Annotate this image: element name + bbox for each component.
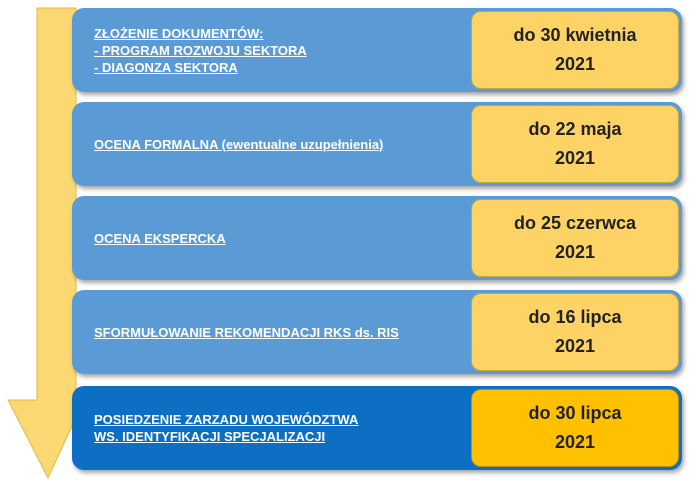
step-1-deadline-date: do 30 kwietnia <box>513 25 637 45</box>
step-1 <box>72 8 682 92</box>
step-5 <box>72 386 682 470</box>
step-5-text <box>94 386 466 470</box>
step-2 <box>72 102 682 186</box>
step-4-deadline-year: 2021 <box>554 336 596 356</box>
step-1-text <box>94 8 466 92</box>
step-4 <box>72 290 682 374</box>
step-3 <box>72 196 682 280</box>
step-2-text <box>94 102 466 186</box>
step-1-deadline-year: 2021 <box>554 54 596 74</box>
step-1-deadline <box>471 11 679 89</box>
step-5-item-1: WS. IDENTYFIKACJI SPECJALIZACJI <box>94 429 326 444</box>
step-5-deadline <box>471 389 679 467</box>
step-4-title: SFORMUŁOWANIE REKOMENDACJI RKS ds. RIS <box>94 324 399 340</box>
step-2-title: OCENA FORMALNA (ewentualne uzupełnienia) <box>94 136 384 152</box>
step-5-deadline-date: do 30 lipca <box>528 403 622 423</box>
step-3-deadline-year: 2021 <box>554 242 596 262</box>
step-4-deadline-date: do 16 lipca <box>528 307 622 327</box>
step-1-item-1: - PROGRAM ROZWOJU SEKTORA <box>94 42 307 58</box>
step-1-title: ZŁOŻENIE DOKUMENTÓW: <box>94 25 264 41</box>
step-3-deadline-date: do 25 czerwca <box>513 213 637 233</box>
step-5-deadline-year: 2021 <box>554 432 596 452</box>
step-3-text <box>94 196 466 280</box>
step-5-title: POSIEDZENIE ZARZADU WOJEWÓDZTWA <box>94 412 359 427</box>
step-3-deadline <box>471 199 679 277</box>
step-1-item-2: - DIAGONZA SEKTORA <box>94 59 238 75</box>
step-2-deadline-year: 2021 <box>554 148 596 168</box>
step-4-deadline <box>471 293 679 371</box>
step-3-title: OCENA EKSPERCKA <box>94 230 226 246</box>
step-2-deadline <box>471 105 679 183</box>
step-2-deadline-date: do 22 maja <box>528 119 622 139</box>
step-4-text <box>94 290 466 374</box>
